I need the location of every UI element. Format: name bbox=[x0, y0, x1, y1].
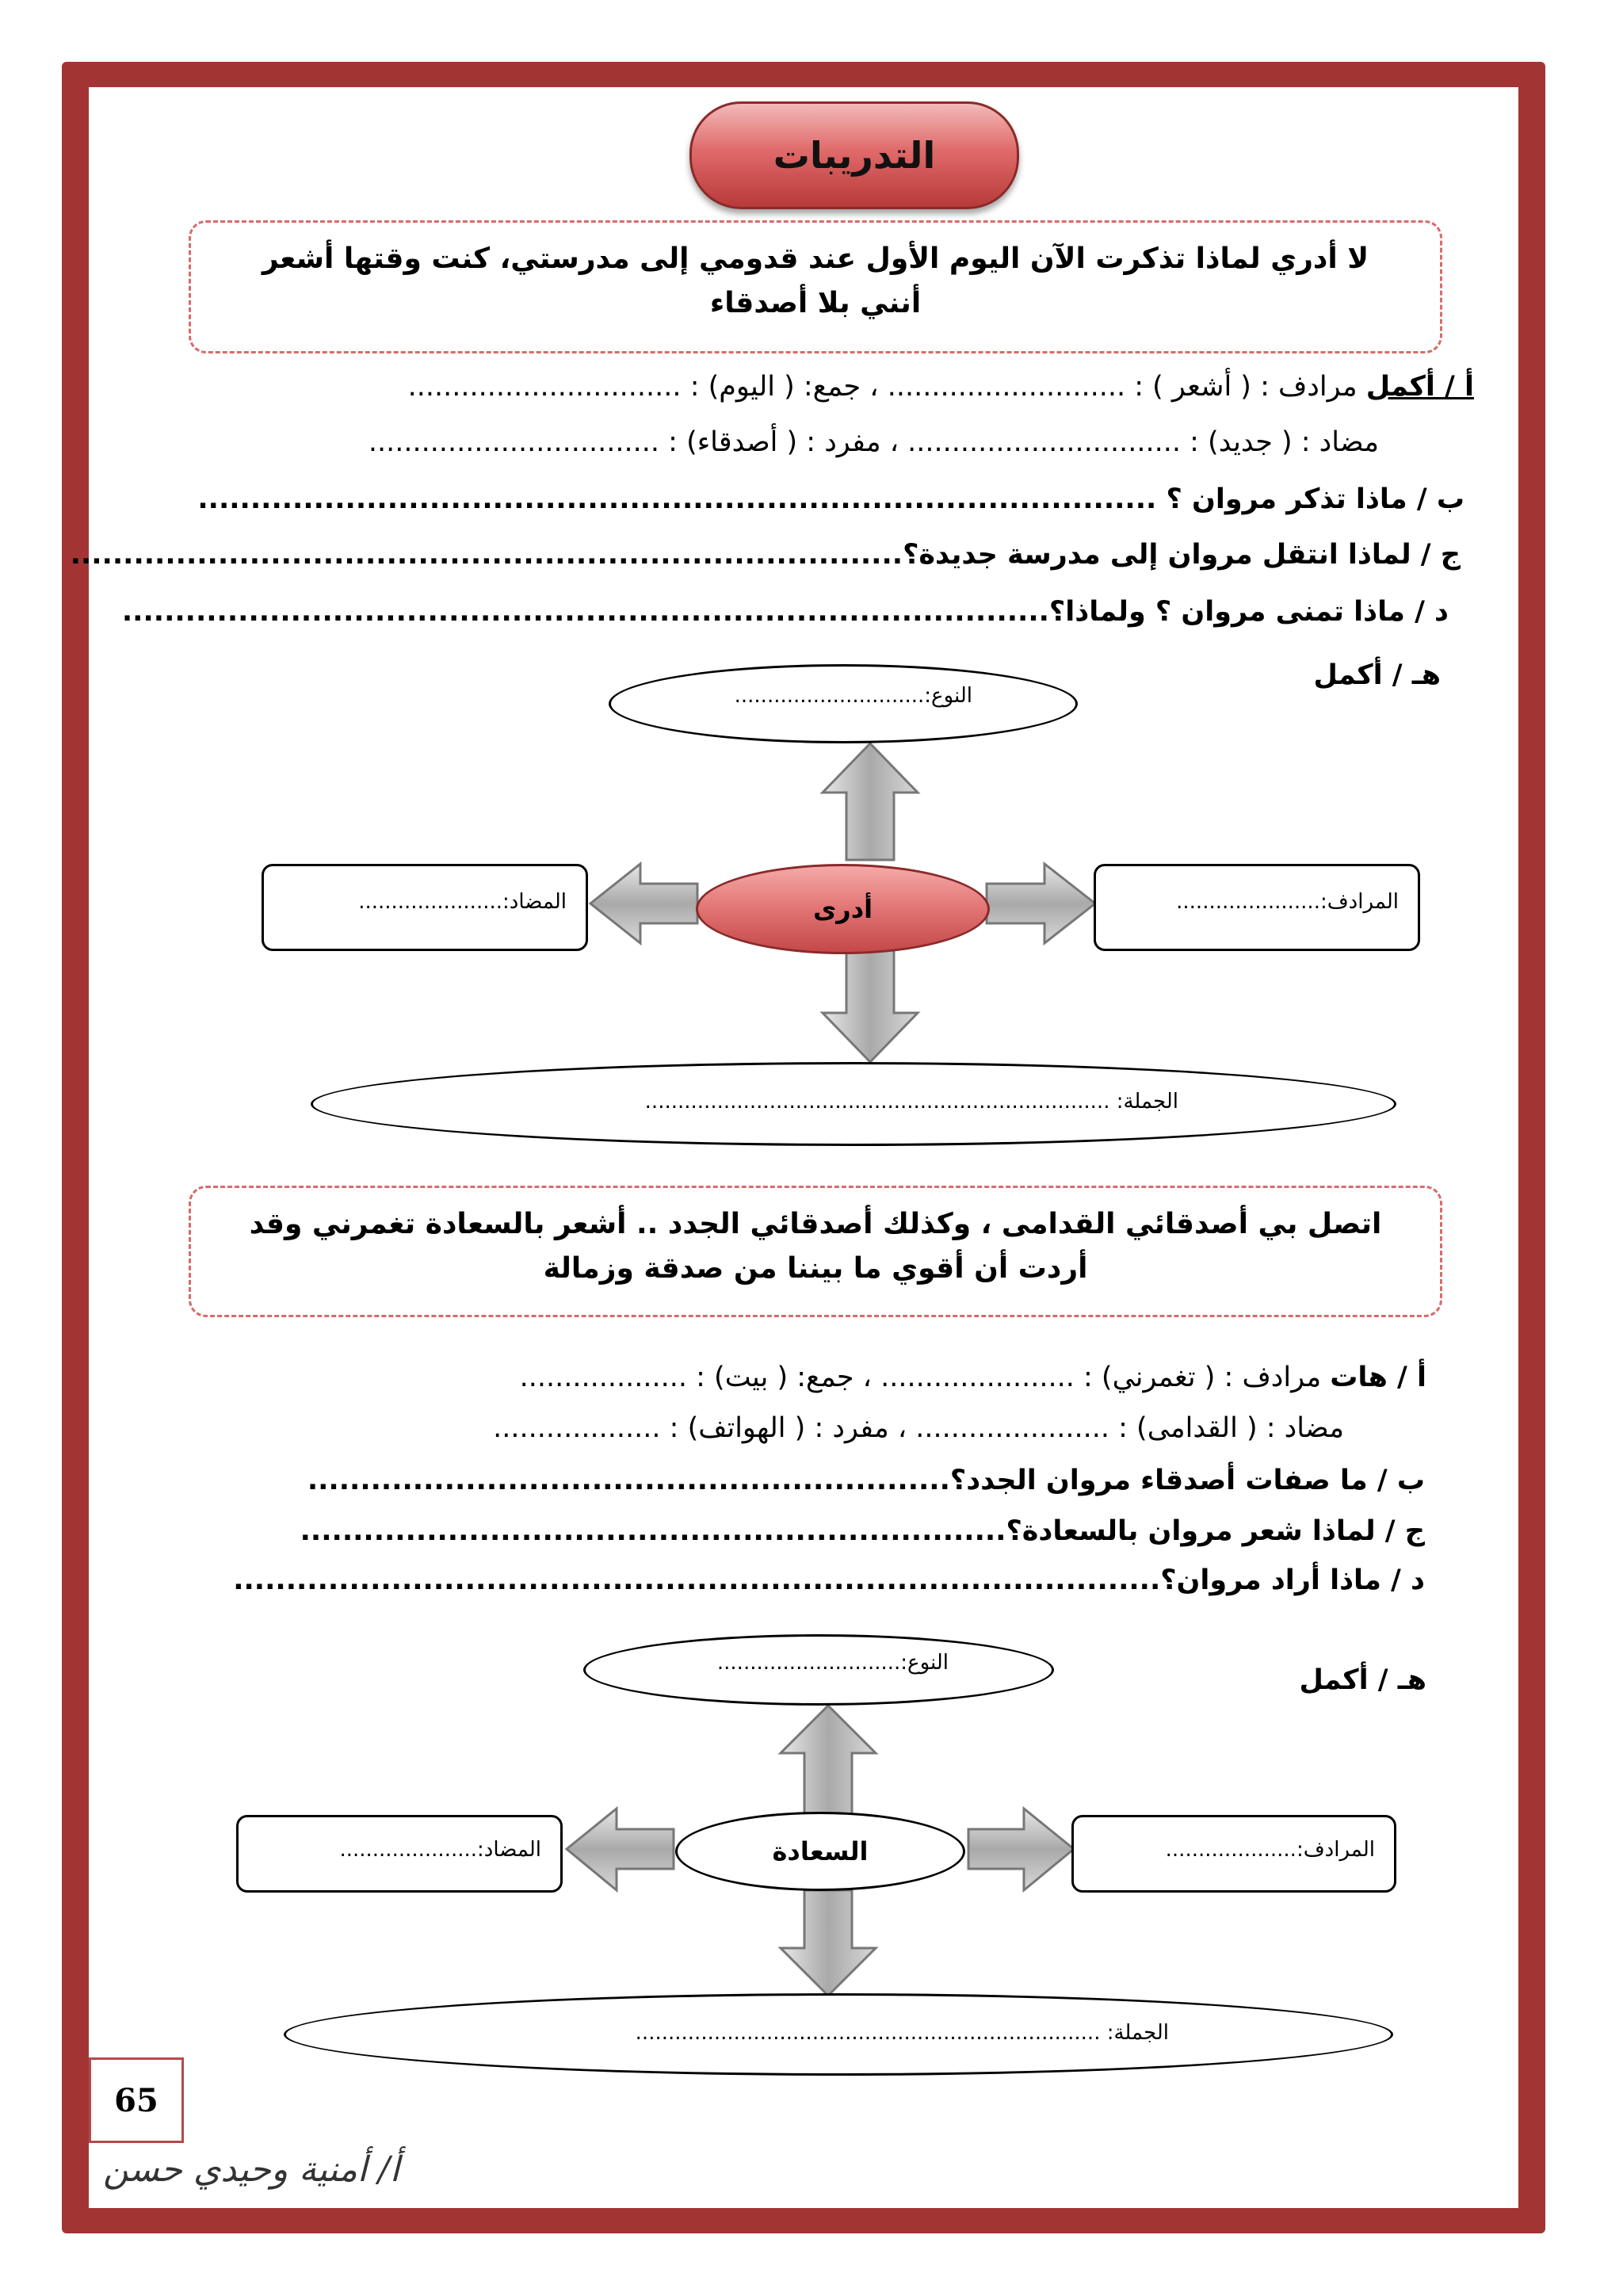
synonym-label-1: المرادف:...................... bbox=[1176, 890, 1399, 914]
question2-a-text1: مرادف : ( تغمرني) : ...................... ، جمع: ( بيت) : ................... bbox=[519, 1362, 1322, 1393]
question-a-label: أ / أكمل bbox=[1365, 371, 1474, 403]
page-number: 65 bbox=[114, 2081, 158, 2119]
question-e: هـ / أكمل bbox=[1313, 659, 1441, 691]
type-ellipse-2 bbox=[583, 1634, 1054, 1706]
question2-a-label: أ / هات bbox=[1330, 1362, 1426, 1393]
type-label-1: النوع:............................. bbox=[734, 684, 972, 708]
passage-text-2: اتصل بي أصدقائي القدامى ، وكذلك أصدقائي الجدد .. أشعر بالسعادة تغمرني وقد أردت أن أقوي ما بيننا من صدقة وزمالة bbox=[249, 1208, 1382, 1285]
antonym-box-1 bbox=[262, 864, 588, 951]
type-label-2: النوع:............................ bbox=[716, 1651, 949, 1675]
center-word-1: أدرى bbox=[812, 894, 873, 924]
author-signature: أ/ أمنية وحيدي حسن bbox=[103, 2149, 400, 2190]
question2-a-text2: مضاد : ( القدامى) : ...................... ، مفرد : ( الهواتف) : ................... bbox=[493, 1412, 1344, 1444]
question2-c: ج / لماذا شعر مروان بالسعادة؟................................................................... bbox=[300, 1515, 1425, 1547]
passage-text-1: لا أدري لماذا تذكرت الآن اليوم الأول عند قدومي إلى مدرستي، كنت وقتها أشعر أنني بلا أصدقاء bbox=[262, 243, 1369, 319]
sentence-ellipse-2 bbox=[284, 1993, 1393, 2076]
question2-a-line2 bbox=[493, 1411, 1344, 1446]
center-word-pill-2 bbox=[675, 1812, 965, 1891]
question2-d: د / ماذا أراد مروان؟........................................................................................ bbox=[233, 1564, 1425, 1596]
synonym-box-2 bbox=[1071, 1815, 1396, 1893]
type-ellipse-1 bbox=[609, 664, 1078, 743]
center-word-pill-1 bbox=[696, 864, 990, 954]
center-word-2: السعادة bbox=[772, 1836, 869, 1866]
question-d: د / ماذا تمنى مروان ؟ ولماذا؟........................................................................................ bbox=[121, 596, 1449, 628]
page-title: التدريبات bbox=[773, 134, 936, 177]
question-a-text1: مرادف : ( أشعر ) : ........................... ، جمع: ( اليوم) : ............................... bbox=[407, 371, 1358, 403]
antonym-box-2 bbox=[236, 1815, 563, 1893]
question-a-text2: مضاد : ( جديد) : ............................... ، مفرد : ( أصدقاء) : ................................. bbox=[368, 426, 1379, 458]
antonym-label-2: المضاد:..................... bbox=[339, 1838, 541, 1862]
question2-b: ب / ما صفات أصدقاء مروان الجدد؟............................................................. bbox=[307, 1465, 1425, 1496]
question-c: ج / لماذا انتقل مروان إلى مدرسة جديدة؟............................................................................... bbox=[70, 539, 1461, 571]
passage-box-2 bbox=[189, 1186, 1442, 1317]
sentence-label-2: الجملة: ....................................................................... bbox=[635, 2021, 1169, 2045]
question-b: ب / ماذا تذكر مروان ؟ ........................................................................................... bbox=[197, 483, 1465, 515]
antonym-label-1: المضاد:...................... bbox=[358, 890, 567, 914]
sentence-label-1: الجملة: ....................................................................... bbox=[644, 1090, 1178, 1114]
question2-e: هـ / أكمل bbox=[1299, 1664, 1426, 1696]
sentence-ellipse-1 bbox=[311, 1062, 1396, 1146]
question2-a-line1 bbox=[520, 1360, 1426, 1395]
synonym-label-2: المرادف:.................... bbox=[1165, 1838, 1375, 1862]
synonym-box-1 bbox=[1094, 864, 1420, 951]
page-number-box bbox=[89, 2057, 184, 2143]
